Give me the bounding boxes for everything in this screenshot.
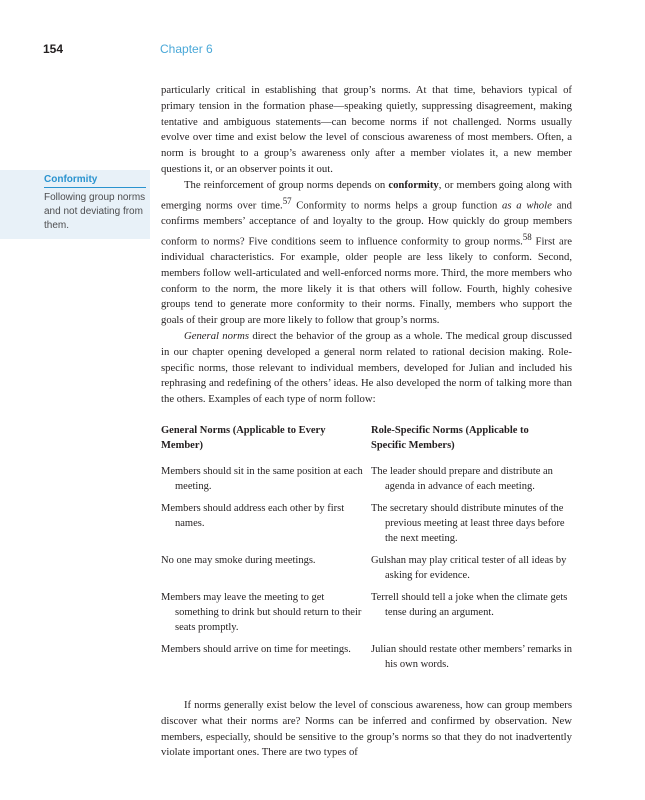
general-norm-cell: Members should address each other by first names.: [161, 503, 345, 530]
chapter-label: Chapter 6: [160, 42, 213, 56]
role-norm-cell: Julian should restate other members’ remarks in his own words.: [371, 644, 572, 671]
general-norm-cell: No one may smoke during meetings.: [161, 555, 316, 567]
paragraph-2-text-c: Conformity to norms helps a group function: [291, 199, 503, 212]
table-header-row: [161, 423, 572, 464]
citation-58: 58: [522, 231, 532, 242]
paragraph-2-text-b: , or members going along with emerging norms over time.: [161, 178, 572, 212]
paragraph-1: particularly critical in establishing that group’s norms. At that time, behaviors typical of primary tension in the formation phase—speaking quietly, suppressing disagreement, making tentative and ambiguous statements—can become norms if not challenged. Norms usually evolve over time and exist below the level of conscious awareness of most members. Often, a norm is brought to a group’s awareness only after a member violates it, a new member questions it, or an observer points it out.: [161, 84, 572, 175]
paragraph-2-text-a: The reinforcement of group norms depends on: [184, 178, 389, 191]
general-norm-cell: Members should arrive on time for meetings.: [161, 644, 351, 656]
main-text: [161, 83, 572, 761]
general-norms-header: General Norms (Applicable to Every Member): [161, 425, 326, 452]
table-row: [161, 501, 572, 553]
page-number: 154: [43, 42, 64, 56]
table-row: [161, 642, 572, 679]
sidebar-definition: Following group norms and not deviating from them.: [44, 192, 146, 231]
paragraph-3-text: direct the behavior of the group as a whole. The medical group discussed in our chapter opening developed a general norm related to rational decision making. Role-specific norms, those relevant to individual members, developed for Julian and included his rephrasing and redefining of the others’ ideas. He also developed the norm of talking more than the others. Examples of each type of norm follow:: [161, 330, 572, 406]
paragraph-4: If norms generally exist below the level of conscious awareness, how can group members discover what their norms are? Norms can be inferred and confirmed by observation. New members, especially, should be sensitive to the group’s norms so that they do not inadvertently violate important ones. There are two types of: [161, 699, 572, 759]
general-norm-cell: Members should sit in the same position at each meeting.: [161, 466, 363, 493]
paragraph-2: [161, 178, 572, 329]
role-norm-cell: Terrell should tell a joke when the climate gets tense during an argument.: [371, 592, 568, 619]
citation-57: 57: [282, 195, 292, 206]
table-row: [161, 553, 572, 590]
as-a-whole-emphasis: as a whole: [502, 199, 552, 212]
role-norm-cell: The leader should prepare and distribute an agenda in advance of each meeting.: [371, 466, 553, 493]
table-row: [161, 464, 572, 501]
role-norm-cell: Gulshan may play critical tester of all ideas by asking for evidence.: [371, 555, 567, 582]
role-norm-cell: The secretary should distribute minutes of the previous meeting at least three days before the next meeting.: [371, 503, 565, 545]
norms-table: [161, 423, 572, 679]
sidebar-term: Conformity: [44, 174, 98, 185]
paragraph-2-text-e: First are individual characteristics. For example, older people are less likely to conform. Second, members follow well-articulated and well-enforced norms more. Third, the more members who conform to the norm, the more likely it is that others will follow. Fourth, highly cohesive groups tend to generate more conformity to their norms. Finally, members who support the goals of their group are more likely to follow that group’s norms.: [161, 235, 572, 327]
general-norms-term: General norms: [184, 330, 250, 343]
general-norm-cell: Members may leave the meeting to get something to drink but should return to their seats promptly.: [161, 592, 362, 634]
paragraph-2-text-d: and confirms members’ acceptance of and loyalty to the group. How quickly do group members conform to norms? Five conditions seem to influence conformity to group norms.: [161, 199, 573, 248]
sidebar-divider: [44, 187, 146, 188]
role-specific-norms-header: Role-Specific Norms (Applicable to Specific Members): [371, 425, 529, 452]
conformity-term: conformity: [388, 178, 439, 191]
table-row: [161, 590, 572, 642]
paragraph-3: [161, 329, 572, 408]
